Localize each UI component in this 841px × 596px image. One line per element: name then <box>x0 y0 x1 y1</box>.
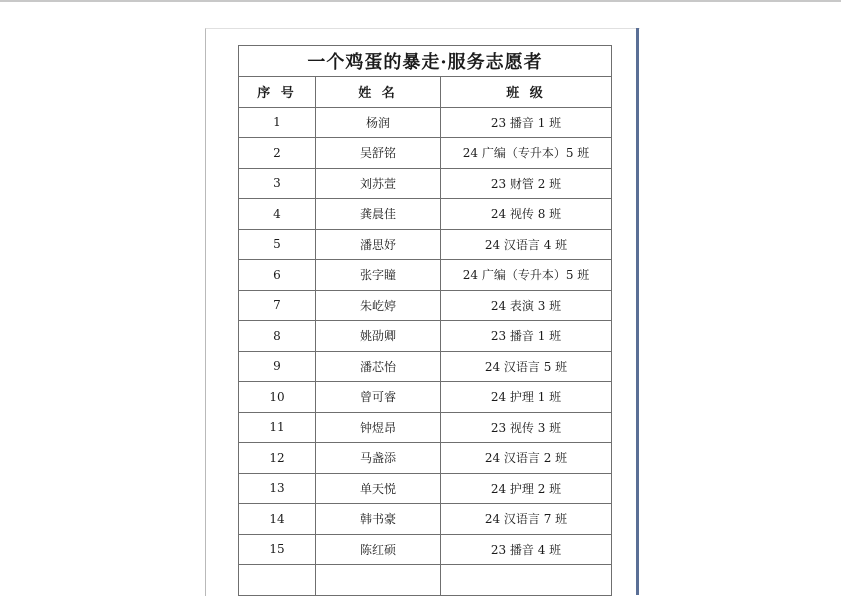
row-number: 1 <box>239 107 316 138</box>
row-name: 刘苏萱 <box>316 168 441 199</box>
row-name: 杨润 <box>316 107 441 138</box>
row-number: 13 <box>239 473 316 504</box>
row-name: 单天悦 <box>316 473 441 504</box>
row-number: 9 <box>239 351 316 382</box>
title-row <box>239 46 612 77</box>
row-number: 5 <box>239 229 316 260</box>
row-class: 24 汉语言 7 班 <box>441 504 612 535</box>
row-name: 曾可睿 <box>316 382 441 413</box>
table-row-cutoff <box>239 565 612 596</box>
row-name: 潘芯怡 <box>316 351 441 382</box>
row-number: 3 <box>239 168 316 199</box>
table-row <box>239 290 612 321</box>
table-row <box>239 443 612 474</box>
row-class: 24 广编（专升本）5 班 <box>441 260 612 291</box>
row-number: 11 <box>239 412 316 443</box>
row-class: 24 护理 2 班 <box>441 473 612 504</box>
table-row <box>239 138 612 169</box>
table-row <box>239 107 612 138</box>
table-row <box>239 199 612 230</box>
row-class: 24 汉语言 4 班 <box>441 229 612 260</box>
row-number: 4 <box>239 199 316 230</box>
page-edge-shadow <box>636 28 639 595</box>
volunteer-table <box>238 45 612 596</box>
table-row <box>239 260 612 291</box>
row-class: 23 播音 1 班 <box>441 107 612 138</box>
row-class: 24 护理 1 班 <box>441 382 612 413</box>
table-row <box>239 382 612 413</box>
row-class: 23 视传 3 班 <box>441 412 612 443</box>
row-number: 10 <box>239 382 316 413</box>
window-top-border <box>0 0 841 2</box>
row-class: 24 视传 8 班 <box>441 199 612 230</box>
row-name: 朱屹婷 <box>316 290 441 321</box>
header-row <box>239 77 612 108</box>
row-number: 14 <box>239 504 316 535</box>
table-title: 一个鸡蛋的暴走·服务志愿者 <box>239 46 612 77</box>
table-row <box>239 168 612 199</box>
row-class: 23 播音 1 班 <box>441 321 612 352</box>
document-page <box>205 28 640 596</box>
row-name: 韩书豪 <box>316 504 441 535</box>
header-number: 序 号 <box>239 77 316 108</box>
row-class: 24 汉语言 2 班 <box>441 443 612 474</box>
row-number: 8 <box>239 321 316 352</box>
table-row <box>239 351 612 382</box>
row-name: 马盏添 <box>316 443 441 474</box>
header-name: 姓 名 <box>316 77 441 108</box>
table-row <box>239 534 612 565</box>
row-class <box>441 565 612 596</box>
row-number: 6 <box>239 260 316 291</box>
row-name: 钟煜昂 <box>316 412 441 443</box>
row-number: 2 <box>239 138 316 169</box>
row-class: 24 广编（专升本）5 班 <box>441 138 612 169</box>
row-class: 24 表演 3 班 <box>441 290 612 321</box>
table-row <box>239 412 612 443</box>
row-number <box>239 565 316 596</box>
row-number: 12 <box>239 443 316 474</box>
row-name: 张字瞳 <box>316 260 441 291</box>
header-class: 班 级 <box>441 77 612 108</box>
row-number: 7 <box>239 290 316 321</box>
row-class: 24 汉语言 5 班 <box>441 351 612 382</box>
table-row <box>239 473 612 504</box>
row-name: 陈红硕 <box>316 534 441 565</box>
row-number: 15 <box>239 534 316 565</box>
table-row <box>239 229 612 260</box>
row-class: 23 财管 2 班 <box>441 168 612 199</box>
row-name <box>316 565 441 596</box>
table-row <box>239 504 612 535</box>
table-row <box>239 321 612 352</box>
row-class: 23 播音 4 班 <box>441 534 612 565</box>
row-name: 龚晨佳 <box>316 199 441 230</box>
row-name: 潘思妤 <box>316 229 441 260</box>
row-name: 吴舒铭 <box>316 138 441 169</box>
row-name: 姚劭卿 <box>316 321 441 352</box>
